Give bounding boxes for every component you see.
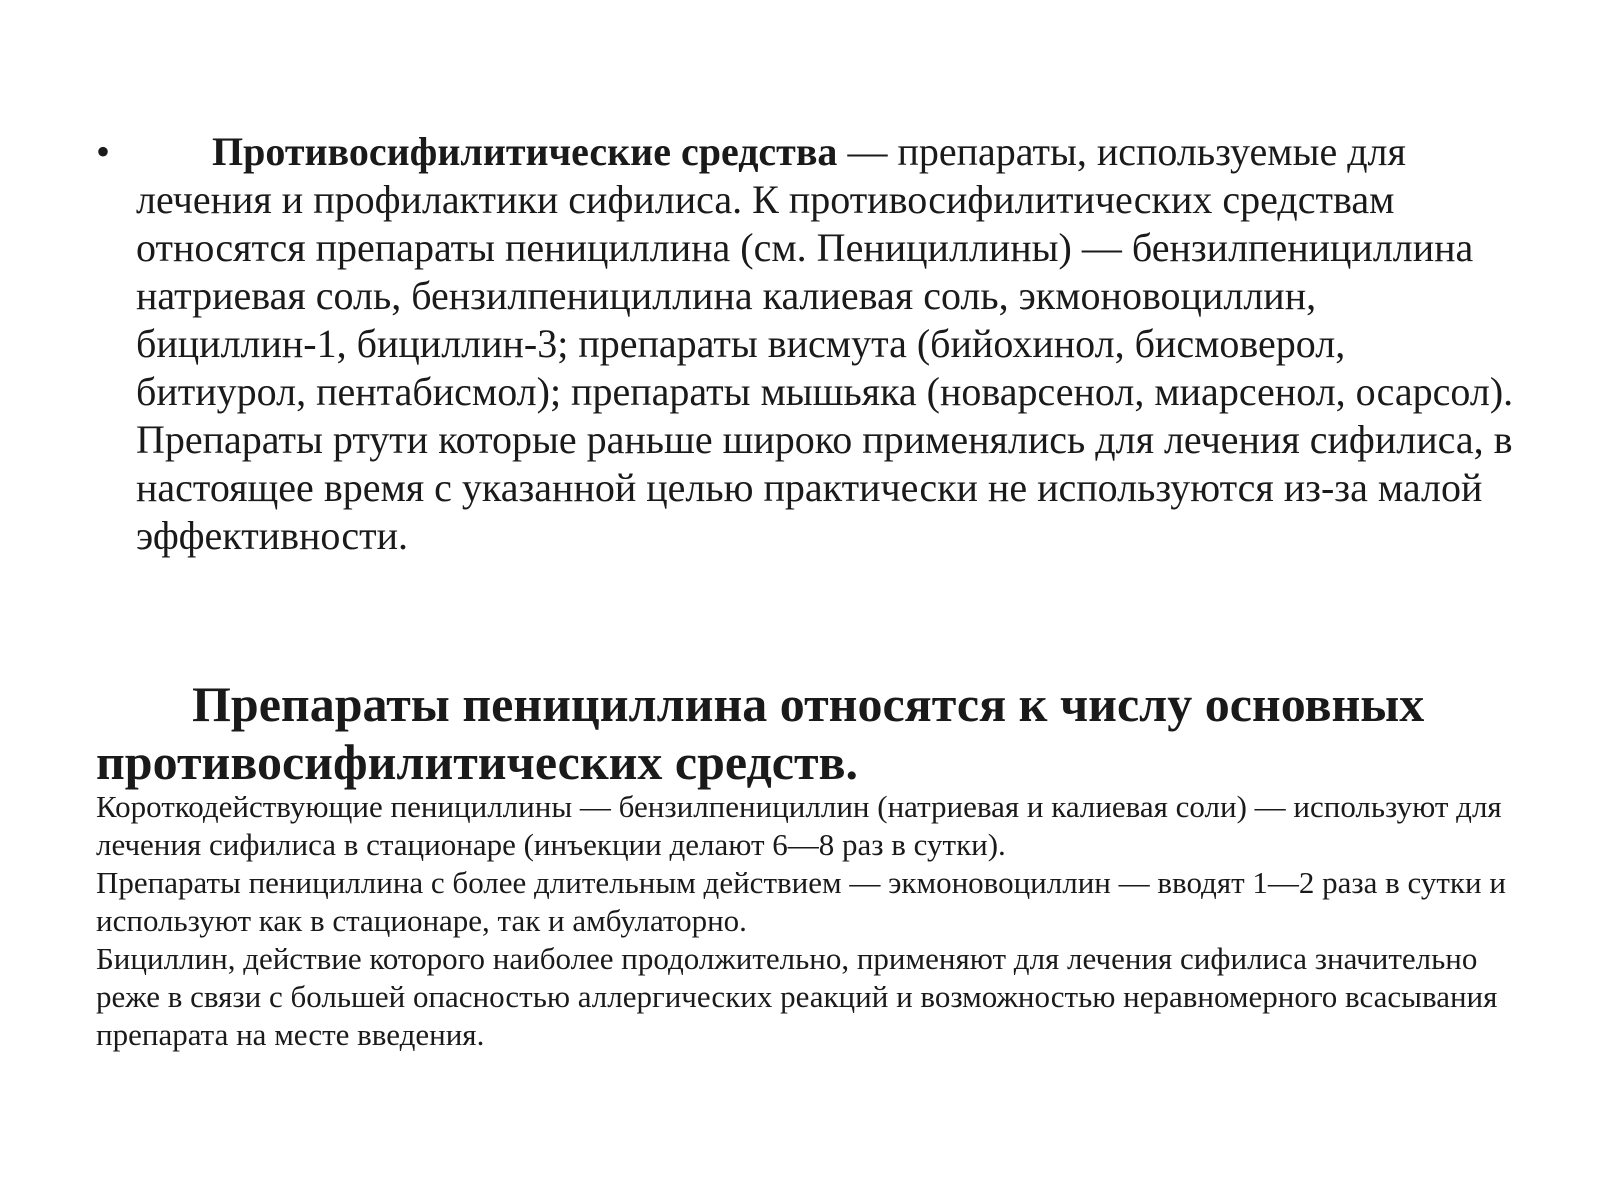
body-text	[96, 788, 1516, 1054]
bullet-marker: •	[96, 129, 111, 174]
bullet-item	[96, 128, 1516, 560]
bullet-text	[136, 128, 1516, 560]
paragraph-bicillin: Бициллин, действие которого наиболее продолжительно, применяют для лечения сифилиса значительно реже в связи с большей опасностью аллергических реакций и возможностью неравномерного всасывания препарата на месте введения.	[96, 941, 1498, 1052]
paragraph-long-acting: Препараты пенициллина с более длительным действием — экмоновоциллин — вводят 1—2 раза в сутки и используют как в стационаре, так и амбулаторно.	[96, 865, 1506, 938]
section-heading: Препараты пенициллина относятся к числу основных противосифилитических средств.	[96, 676, 1425, 790]
paragraph-short-acting: Короткодействующие пенициллины — бензилпенициллин (натриевая и калиевая соли) — используют для лечения сифилиса в стационаре (инъекции делают 6—8 раз в сутки).	[96, 789, 1502, 862]
bullet-term: Противосифилитические средства	[212, 129, 838, 174]
bullet-definition: — препараты, используемые для лечения и профилактики сифилиса. К противосифилитических средствам относятся препараты пенициллина (см. Пенициллины) — бензилпенициллина натриевая соль, бензилпенициллина калиевая соль, экмоновоциллин, бициллин-1, бициллин-3; препараты висмута (бийохинол, бисмоверол, битиурол, пентабисмол); препараты мышьяка (новарсенол, миарсенол, осарсол). Препараты ртути которые раньше широко применялись для лечения сифилиса, в настоящее время с указанной целью практически не используются из-за малой эффективности.	[136, 129, 1514, 558]
